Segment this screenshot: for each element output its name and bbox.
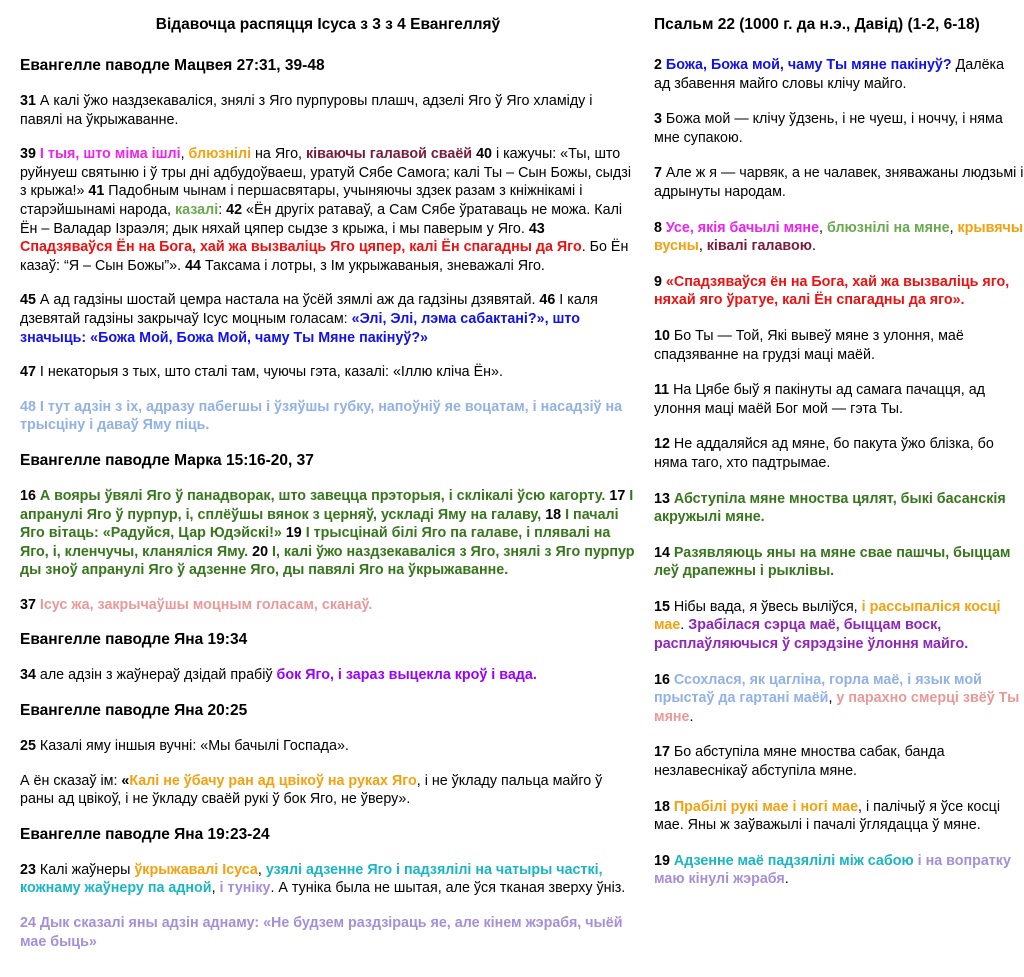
verse-number: 43 [528,220,545,237]
verse-number: 48 [20,398,36,415]
psalm-verse [654,743,1024,780]
verse-number: 18 [654,798,670,815]
verse-text: ківаючы галавой сваёй [305,146,473,163]
psalm-verse [654,327,1024,364]
psalm-verse [654,110,1024,147]
verse-text: Божа, Божа мой, чаму Ты мяне пакінуў? [661,57,952,73]
verse-text: ўкрыжавалі Ісуса [134,861,258,878]
psalm-verse [654,219,1024,256]
verse-text: на Яго, [251,146,306,163]
verse-text: І каля дзевятай гадзіны закрычаў Ісус моцным голасам: [20,292,598,327]
verse-text: , [698,238,707,255]
gospel-paragraph [20,772,636,809]
verse-text: , і не ўкладу пальца майго ў раны ад цвікоў, і не ўкладу сваёй рукі ў бок Яго, не ўверу». [20,772,603,808]
verse-number: 13 [654,490,670,507]
gospel-paragraph [20,145,636,275]
verse-text: і туніку [219,880,271,897]
verse-number: 19 [285,525,302,542]
verse-number: 41 [88,183,105,200]
verse-number: 8 [654,219,662,236]
psalm-verse [654,435,1024,472]
gospel-paragraph [20,92,636,129]
psalm-verse [654,273,1024,310]
psalm-verse [654,490,1024,527]
verse-text: Таксама і лотры, з Ім укрыжаваныя, зневажалі Яго. [200,257,545,274]
verse-text: Нібы вада, я ўвесь выліўся, [669,598,862,615]
verse-text: узялі адзенне Яго і падзялілі на чатыры часткі, кожнаму жаўнеру па адной [20,861,603,897]
verse-text: Абступіла мяне мноства цялят, быкі басанскія акружылі мяне. [654,490,1006,526]
verse-number: 47 [20,364,36,381]
psalm-column-title: Псальм 22 (1000 г. да н.э., Давід) (1-2, 6-18) [654,16,980,33]
verse-text: І трысцінай білі Яго па галаве, і плявалі на Яго, і, кленчучы, кланяліся Яму. [20,525,611,560]
gospel-paragraph [20,487,636,580]
verse-number: 25 [20,738,36,755]
verse-text: І некаторыя з тых, што сталі там, чуючы гэта, казалі: «Іллю кліча Ён». [35,364,503,381]
verse-number: 12 [654,436,670,453]
verse-text: А вояры ўвялі Яго ў панадворак, што завецца прэторыя, і склікалі ўсю кагорту. [35,487,606,504]
section-heading: Евангелле паводле Яна 20:25 [20,702,248,720]
section-heading: Евангелле паводле Яна 19:34 [20,631,248,649]
psalm-verse [654,598,1024,654]
gospel-paragraph [20,291,636,347]
verse-text: «Элі, Элі, лэма сабактані?», што значыць: «Божа Мой, Божа Мой, чаму Ты Мяне пакінуў?» [20,310,580,346]
verse-text: . [680,617,689,634]
gospel-paragraph [20,666,636,685]
verse-text: , [211,880,220,897]
verse-number: 23 [20,861,36,878]
psalm-verse [654,56,1024,93]
verse-number: 40 [476,146,492,163]
verse-text: Ссохлася, як цагліна, горла маё, і язык мой прыстаў да гартані маёй [654,671,982,707]
verse-text: блюзнілі на мяне [826,219,950,236]
verse-number: 14 [654,544,670,561]
verse-text: Падобным чынам і першасвятары, учыняючы здзек разам з кніжнікамі і старэйшынамі народа, [20,183,583,218]
verse-text: І тут адзін з іх, адразу пабегшы і ўзяўшы губку, напоўніў яе воцатам, і насадзіў на трысціну і даваў Яму піць. [20,398,623,434]
gospel-paragraph [20,398,636,435]
psalm-verse [654,671,1024,727]
verse-text: І пачалі Яго вітаць: «Радуйся, Цар Юдэйскі!» [20,506,619,542]
verse-text: Разявляюць яны на мяне свае пашчы, быццам леў драпежны і рыклівы. [654,544,1011,580]
verse-text: «Спадзяваўся ён на Бога, хай жа вызваліць яго, няхай яго ўратуе, калі Ён спагадны да яго». [654,273,1010,309]
verse-number: 45 [20,292,36,309]
verse-text: Прабілі рукі мае і ногі мае [673,798,859,815]
verse-text: Але ж я — чарвяк, а не чалавек, зняважаны людзьмі і адрынуты народам. [654,165,1024,200]
verse-text: , [828,690,837,707]
psalm-column [636,0,1024,967]
psalm-verse [654,164,1024,201]
psalm-verse [654,381,1024,418]
verse-number: 42 [226,201,243,218]
verse-number: 46 [539,292,556,309]
verse-number: 16 [654,671,670,688]
section-heading: Евангелле паводле Яна 19:23-24 [20,825,270,843]
verse-text: Адзенне маё падзялілі між сабою [669,852,914,869]
verse-number: 2 [654,57,662,73]
verse-text: блюзнілі [188,146,252,163]
verse-text: А ад гадзіны шостай цемра настала на ўсёй зямлі аж да гадзіны дзявятай. [35,292,540,309]
verse-text: . А туніка была не шытая, але ўся тканая зверху ўніз. [270,880,626,897]
verse-text: Бо Ты — Той, Які вывеў мяне з улоння, маё спадзяванне на грудзі маці маёй. [654,327,964,363]
gospels-column-title: Відавочца распяцця Ісуса з 3 з 4 Евангелляў [155,16,501,33]
verse-number: 39 [20,146,36,163]
psalm-verse [654,852,1024,889]
verse-text: «Ён другіх ратаваў, а Сам Сябе ўратаваць не можа. Калі Ён – Валадар Ізраэля; дык няхай цяпер сыдзе з крыжа, і мы паверым у Яго. [20,201,623,237]
verse-text: А ён сказаў ім: [20,772,122,789]
verse-text: І, калі ўжо наздзекаваліся з Яго, знялі з Яго пурпур ды зноў апранулі Яго ў адзенне Яго, ды павялі Яго на ўкрыжаванне. [20,543,635,579]
verse-text: І апранулі Яго ў пурпур, і, сплёўшы вянок з церняў, ускладі Яму на галаву, [20,487,634,523]
verse-text: Божа мой — клічу ўдзень, і не чуеш, і ноччу, і няма мне супакою. [654,111,1003,146]
gospel-paragraph [20,596,636,615]
verse-text: Бо абступіла мяне мноства сабак, банда незлавеснікаў абступіла мяне. [654,744,945,780]
verse-text: Казалі яму іншыя вучні: «Мы бачылі Госпада». [35,738,349,755]
gospel-paragraph [20,363,636,382]
verse-text: І тыя, што міма ішлі [35,146,181,163]
psalm-verse [654,798,1024,835]
gospel-paragraph [20,914,636,951]
verse-number: 31 [20,93,36,109]
verse-text: Зрабілася сэрца маё, быццам воск, расплаўляючыся ў сярэдзіне ўлоння майго. [654,617,969,653]
verse-text: але адзін з жаўнераў дзідай прабіў [35,667,277,684]
verse-number: 10 [654,327,670,344]
verse-text: і кажучы: «Ты, што руйнуеш святыню і ў тры дні адбудоўваеш, уратуй Сябе Самога; калі Ты – Сын Божы, сыдзі з крыжа!» [20,146,632,200]
verse-text: Спадзяваўся Ён на Бога, хай жа вызваліць Яго цяпер, калі Ён спагадны да Яго [20,239,582,256]
verse-text: На Цябе быў я пакінуты ад самага пачацця, ад улоння маці маёй Бог мой — гэта Ты. [654,382,985,417]
verse-number: 9 [654,273,662,290]
verse-text: , [819,219,827,236]
gospel-paragraph [20,737,636,756]
verse-text: і рассыпаліся косці мае [654,598,1001,634]
verse-text: Калі жаўнеры [35,861,135,878]
verse-number: 24 [20,915,36,932]
verse-text: , [949,219,958,236]
verse-text: А калі ўжо наздзекаваліся, знялі з Яго пурпуровы плашч, адзелі Яго ў Яго хламіду і павялі на ўкрыжаванне. [20,93,593,128]
section-heading: Евангелле паводле Мацвея 27:31, 39-48 [20,57,325,74]
verse-text: Усе, якія бачылі мяне [661,219,820,236]
verse-number: 16 [20,487,36,504]
verse-text: . [784,871,789,888]
verse-number: 34 [20,667,36,684]
verse-text: бок Яго, і зараз выцекла кроў і вада. [276,667,537,684]
verse-text: « [121,772,130,789]
verse-text: , [180,146,189,163]
verse-text: , і палічыў я ўсе косці мае. Яны ж заўважылі і пачалі ўглядацца ў мяне. [654,798,1001,834]
verse-text: і на вопратку маю кінулі жэрабя [654,852,1011,888]
verse-number: 37 [20,596,36,613]
verse-number: 44 [185,257,201,274]
verse-text: Ісус жа, закрычаўшы моцным голасам, сканаў. [35,596,373,613]
verse-text: : [218,201,227,218]
verse-text: крывячы вусны [654,219,1024,255]
verse-number: 17 [654,744,670,761]
verse-number: 3 [654,111,662,128]
verse-text: Дык сказалі яны адзін аднаму: «Не будзем раздзіраць яе, але кінем жэрабя, чыёй мае быць» [20,915,623,950]
verse-text: казалі [174,201,219,218]
verse-text: Калі не ўбачу ран ад цвікоў на руках Яго [129,772,417,789]
verse-number: 15 [654,598,670,615]
verse-text: ківалі галавою [706,238,812,255]
verse-number: 18 [545,506,562,523]
verse-number: 11 [654,382,670,399]
psalm-verse [654,544,1024,581]
verse-text: Не аддаляйся ад мяне, бо пакута ўжо блізка, бо няма таго, хто падтрымае. [654,436,994,471]
verse-text: . Бо Ён казаў: “Я – Сын Божы”». [20,239,629,274]
gospel-paragraph [20,861,636,898]
verse-number: 17 [609,487,626,504]
verse-text: у парахно смерці звёў Ты мяне [654,690,1020,725]
verse-number: 20 [252,543,269,560]
verse-number: 19 [654,852,670,869]
verse-number: 7 [654,165,662,182]
verse-text: Далёка ад збавення майго словы клічу майго. [654,57,1005,92]
verse-text: . [811,238,816,255]
verse-text: . [689,708,694,725]
section-heading: Евангелле паводле Марка 15:16-20, 37 [20,451,314,469]
verse-text: , [257,861,266,878]
